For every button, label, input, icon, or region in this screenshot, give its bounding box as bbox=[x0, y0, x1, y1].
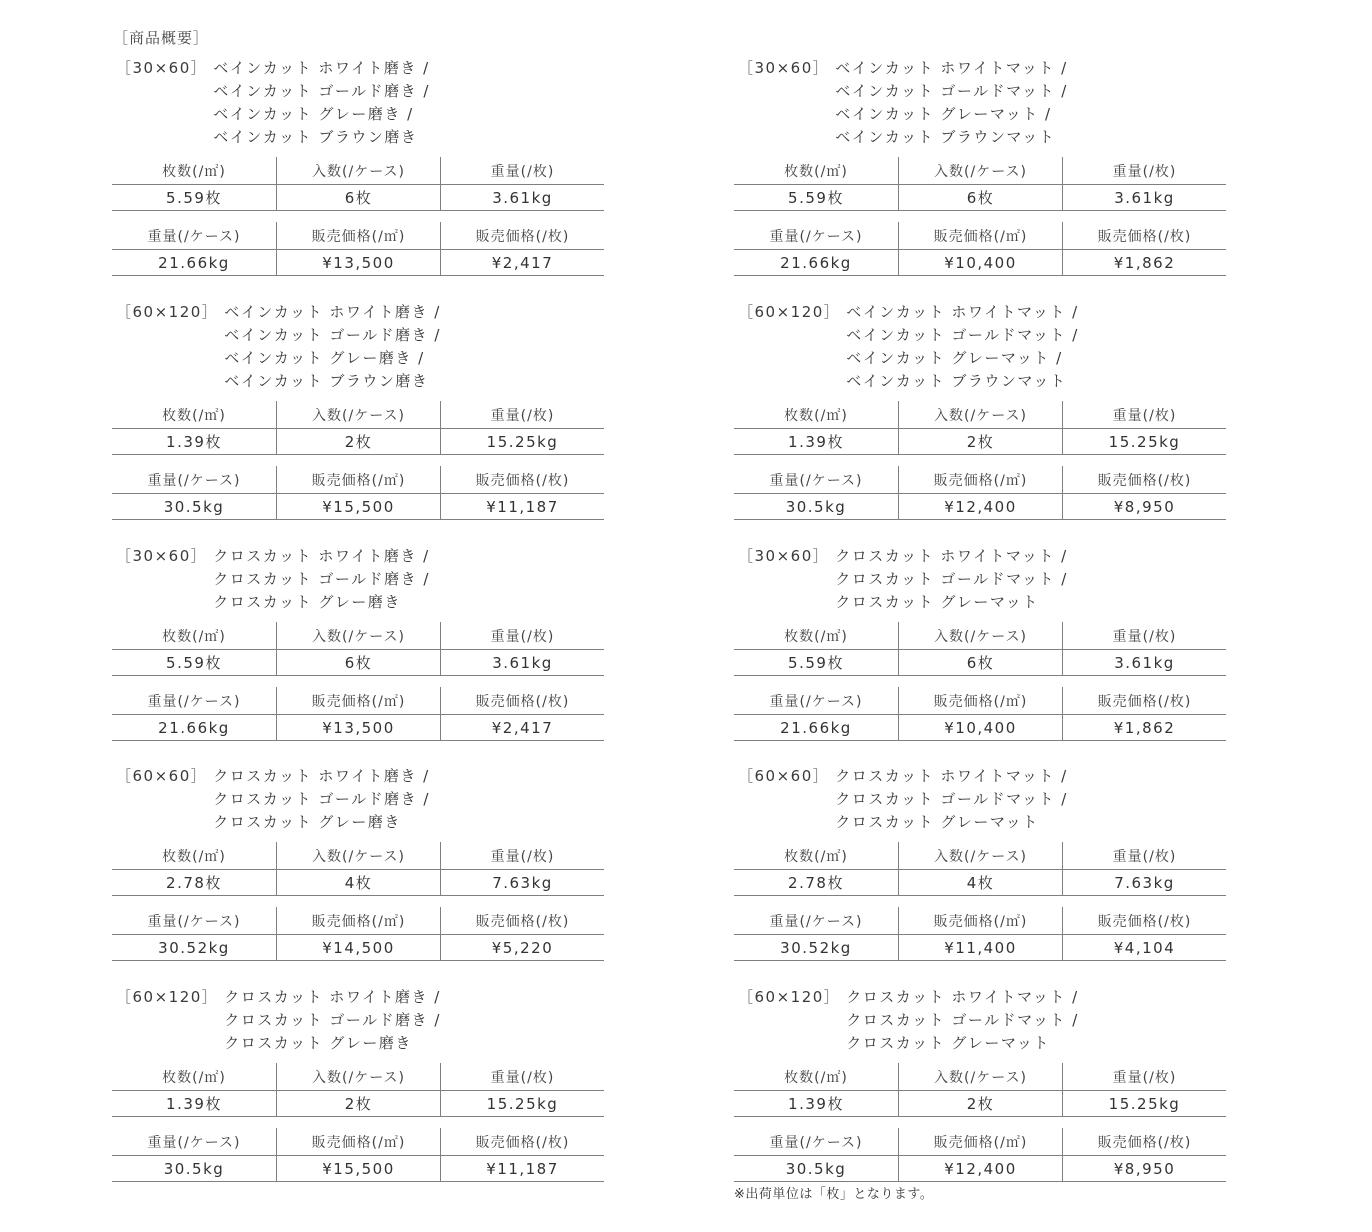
product-block bbox=[734, 57, 1226, 276]
product-name: クロスカット グレーマット bbox=[835, 593, 1039, 611]
price-per-m2-value: ¥15,500 bbox=[276, 494, 440, 519]
weight-per-case-value: 30.5kg bbox=[163, 1159, 225, 1178]
spec-value-row bbox=[734, 714, 1226, 741]
count-per-m2-label: 枚数(/㎡) bbox=[162, 848, 226, 865]
spec-label-row bbox=[112, 1063, 604, 1090]
weight-per-piece-value: 15.25kg bbox=[440, 429, 604, 454]
pieces-per-case-value: 6枚 bbox=[276, 185, 440, 210]
product-name: クロスカット ホワイト磨き / bbox=[213, 547, 430, 565]
spec-label-row bbox=[734, 222, 1226, 249]
weight-per-case-label: 重量(/ケース) bbox=[769, 1134, 863, 1151]
weight-per-case-value: 21.66kg bbox=[780, 253, 852, 272]
spec-label-row bbox=[112, 157, 604, 184]
price-per-m2-label: 販売価格(/㎡) bbox=[276, 687, 440, 714]
product-name: クロスカット グレー磨き bbox=[213, 593, 401, 611]
product-names bbox=[846, 301, 1079, 393]
weight-per-case-value: 30.5kg bbox=[163, 497, 225, 516]
product-names bbox=[213, 545, 430, 614]
product-size: ［30×60］ bbox=[738, 59, 830, 77]
weight-per-case-label: 重量(/ケース) bbox=[147, 913, 241, 930]
weight-per-case-value: 30.5kg bbox=[785, 1159, 847, 1178]
pieces-per-case-value: 2枚 bbox=[276, 429, 440, 454]
price-per-m2-label: 販売価格(/㎡) bbox=[276, 1128, 440, 1155]
weight-per-case-label: 重量(/ケース) bbox=[769, 228, 863, 245]
product-name: クロスカット ゴールドマット / bbox=[835, 570, 1068, 588]
count-per-m2-value: 5.59枚 bbox=[166, 654, 222, 672]
product-block bbox=[734, 545, 1226, 741]
spec-label-row bbox=[112, 466, 604, 493]
spec-table bbox=[734, 842, 1226, 961]
price-per-piece-value: ¥4,104 bbox=[1062, 935, 1226, 960]
product-block bbox=[112, 301, 604, 520]
spec-label-row bbox=[112, 842, 604, 869]
count-per-m2-value: 1.39枚 bbox=[166, 433, 222, 451]
product-name: ベインカット ブラウンマット bbox=[846, 372, 1067, 390]
product-block bbox=[734, 301, 1226, 520]
pieces-per-case-value: 6枚 bbox=[898, 185, 1062, 210]
product-heading bbox=[116, 545, 604, 614]
pieces-per-case-label: 入数(/ケース) bbox=[276, 622, 440, 649]
price-per-m2-label: 販売価格(/㎡) bbox=[276, 907, 440, 934]
weight-per-case-label: 重量(/ケース) bbox=[147, 693, 241, 710]
pieces-per-case-label: 入数(/ケース) bbox=[898, 622, 1062, 649]
product-names bbox=[835, 57, 1068, 149]
spec-value-row bbox=[734, 869, 1226, 896]
product-name: ベインカット グレー磨き / bbox=[213, 105, 414, 123]
weight-per-case-label: 重量(/ケース) bbox=[147, 228, 241, 245]
spec-label-row bbox=[112, 907, 604, 934]
product-name: クロスカット グレーマット bbox=[835, 813, 1039, 831]
weight-per-piece-value: 3.61kg bbox=[1062, 650, 1226, 675]
price-per-m2-label: 販売価格(/㎡) bbox=[898, 907, 1062, 934]
product-block bbox=[112, 765, 604, 961]
price-per-m2-label: 販売価格(/㎡) bbox=[276, 222, 440, 249]
spec-value-row bbox=[112, 184, 604, 211]
count-per-m2-value: 2.78枚 bbox=[788, 874, 844, 892]
weight-per-piece-label: 重量(/枚) bbox=[440, 1063, 604, 1090]
pieces-per-case-label: 入数(/ケース) bbox=[276, 401, 440, 428]
weight-per-piece-value: 15.25kg bbox=[1062, 1091, 1226, 1116]
spec-value-row bbox=[112, 428, 604, 455]
pieces-per-case-value: 2枚 bbox=[276, 1091, 440, 1116]
spec-table bbox=[734, 157, 1226, 276]
product-block bbox=[734, 986, 1226, 1182]
pieces-per-case-label: 入数(/ケース) bbox=[898, 157, 1062, 184]
pieces-per-case-value: 4枚 bbox=[898, 870, 1062, 895]
product-name: ベインカット ホワイト磨き / bbox=[224, 303, 441, 321]
spec-value-row bbox=[734, 934, 1226, 961]
price-per-m2-label: 販売価格(/㎡) bbox=[898, 466, 1062, 493]
spec-table bbox=[734, 622, 1226, 741]
pieces-per-case-value: 4枚 bbox=[276, 870, 440, 895]
count-per-m2-label: 枚数(/㎡) bbox=[784, 163, 848, 180]
spec-value-row bbox=[112, 714, 604, 741]
product-heading bbox=[116, 765, 604, 834]
count-per-m2-label: 枚数(/㎡) bbox=[162, 1069, 226, 1086]
product-name: ベインカット ブラウンマット bbox=[835, 128, 1056, 146]
pieces-per-case-label: 入数(/ケース) bbox=[276, 842, 440, 869]
price-per-piece-value: ¥11,187 bbox=[440, 1156, 604, 1181]
spec-label-row bbox=[734, 157, 1226, 184]
weight-per-piece-value: 7.63kg bbox=[440, 870, 604, 895]
spec-value-row bbox=[112, 493, 604, 520]
product-name: クロスカット ゴールド磨き / bbox=[213, 790, 430, 808]
product-size: ［30×60］ bbox=[738, 547, 830, 565]
count-per-m2-label: 枚数(/㎡) bbox=[784, 407, 848, 424]
count-per-m2-label: 枚数(/㎡) bbox=[162, 163, 226, 180]
product-size: ［60×120］ bbox=[116, 988, 219, 1006]
weight-per-piece-value: 15.25kg bbox=[1062, 429, 1226, 454]
weight-per-piece-label: 重量(/枚) bbox=[440, 622, 604, 649]
price-per-m2-label: 販売価格(/㎡) bbox=[898, 222, 1062, 249]
price-per-piece-label: 販売価格(/枚) bbox=[1062, 222, 1226, 249]
product-names bbox=[224, 301, 441, 393]
product-name: ベインカット ゴールドマット / bbox=[835, 82, 1068, 100]
spec-value-row bbox=[112, 934, 604, 961]
price-per-piece-value: ¥2,417 bbox=[440, 715, 604, 740]
product-heading bbox=[116, 986, 604, 1055]
product-heading bbox=[738, 986, 1226, 1055]
spec-value-row bbox=[734, 428, 1226, 455]
product-names bbox=[835, 545, 1068, 614]
spec-label-row bbox=[112, 222, 604, 249]
weight-per-piece-label: 重量(/枚) bbox=[1062, 401, 1226, 428]
weight-per-case-label: 重量(/ケース) bbox=[769, 693, 863, 710]
spec-label-row bbox=[112, 687, 604, 714]
weight-per-piece-label: 重量(/枚) bbox=[1062, 157, 1226, 184]
count-per-m2-value: 1.39枚 bbox=[166, 1095, 222, 1113]
weight-per-piece-value: 7.63kg bbox=[1062, 870, 1226, 895]
price-per-piece-label: 販売価格(/枚) bbox=[440, 466, 604, 493]
price-per-piece-label: 販売価格(/枚) bbox=[440, 222, 604, 249]
weight-per-piece-label: 重量(/枚) bbox=[440, 842, 604, 869]
price-per-piece-value: ¥5,220 bbox=[440, 935, 604, 960]
spec-table bbox=[112, 842, 604, 961]
count-per-m2-label: 枚数(/㎡) bbox=[162, 407, 226, 424]
spec-label-row bbox=[734, 1063, 1226, 1090]
spec-table bbox=[734, 401, 1226, 520]
weight-per-piece-label: 重量(/枚) bbox=[1062, 842, 1226, 869]
spec-value-row bbox=[734, 184, 1226, 211]
spec-table bbox=[112, 157, 604, 276]
spec-value-row bbox=[734, 249, 1226, 276]
spec-label-row bbox=[734, 842, 1226, 869]
price-per-piece-value: ¥11,187 bbox=[440, 494, 604, 519]
spec-table bbox=[734, 1063, 1226, 1182]
product-name: ベインカット ブラウン磨き bbox=[213, 128, 418, 146]
spec-label-row bbox=[734, 466, 1226, 493]
weight-per-case-value: 30.52kg bbox=[158, 938, 230, 957]
product-name: ベインカット ホワイトマット / bbox=[846, 303, 1079, 321]
price-per-piece-value: ¥1,862 bbox=[1062, 715, 1226, 740]
product-name: ベインカット ホワイトマット / bbox=[835, 59, 1068, 77]
price-per-m2-value: ¥12,400 bbox=[898, 1156, 1062, 1181]
price-per-m2-label: 販売価格(/㎡) bbox=[898, 687, 1062, 714]
spec-label-row bbox=[734, 1128, 1226, 1155]
product-heading bbox=[738, 545, 1226, 614]
pieces-per-case-value: 2枚 bbox=[898, 429, 1062, 454]
product-name: クロスカット ホワイトマット / bbox=[835, 767, 1068, 785]
price-per-piece-label: 販売価格(/枚) bbox=[440, 907, 604, 934]
price-per-m2-label: 販売価格(/㎡) bbox=[898, 1128, 1062, 1155]
weight-per-case-value: 21.66kg bbox=[158, 718, 230, 737]
product-name: クロスカット ゴールド磨き / bbox=[213, 570, 430, 588]
spec-table bbox=[112, 1063, 604, 1182]
count-per-m2-value: 5.59枚 bbox=[788, 654, 844, 672]
weight-per-case-value: 30.52kg bbox=[780, 938, 852, 957]
product-block bbox=[112, 986, 604, 1182]
product-name: ベインカット ホワイト磨き / bbox=[213, 59, 430, 77]
product-name: ベインカット グレーマット / bbox=[835, 105, 1052, 123]
weight-per-piece-value: 15.25kg bbox=[440, 1091, 604, 1116]
weight-per-piece-label: 重量(/枚) bbox=[440, 157, 604, 184]
product-heading bbox=[116, 301, 604, 393]
pieces-per-case-label: 入数(/ケース) bbox=[276, 1063, 440, 1090]
spec-label-row bbox=[112, 1128, 604, 1155]
price-per-piece-value: ¥2,417 bbox=[440, 250, 604, 275]
weight-per-case-value: 21.66kg bbox=[780, 718, 852, 737]
weight-per-piece-label: 重量(/枚) bbox=[1062, 1063, 1226, 1090]
count-per-m2-value: 1.39枚 bbox=[788, 433, 844, 451]
count-per-m2-value: 5.59枚 bbox=[166, 189, 222, 207]
price-per-piece-value: ¥8,950 bbox=[1062, 1156, 1226, 1181]
weight-per-case-label: 重量(/ケース) bbox=[769, 913, 863, 930]
spec-value-row bbox=[734, 1155, 1226, 1182]
product-name: クロスカット グレー磨き bbox=[224, 1034, 412, 1052]
pieces-per-case-label: 入数(/ケース) bbox=[898, 401, 1062, 428]
spec-value-row bbox=[112, 1155, 604, 1182]
pieces-per-case-value: 2枚 bbox=[898, 1091, 1062, 1116]
weight-per-case-value: 30.5kg bbox=[785, 497, 847, 516]
spec-label-row bbox=[112, 401, 604, 428]
spec-value-row bbox=[734, 1090, 1226, 1117]
product-name: ベインカット ゴールド磨き / bbox=[224, 326, 441, 344]
weight-per-piece-value: 3.61kg bbox=[440, 650, 604, 675]
spec-label-row bbox=[734, 401, 1226, 428]
pieces-per-case-value: 6枚 bbox=[276, 650, 440, 675]
price-per-m2-value: ¥11,400 bbox=[898, 935, 1062, 960]
price-per-piece-label: 販売価格(/枚) bbox=[1062, 907, 1226, 934]
spec-value-row bbox=[112, 1090, 604, 1117]
product-name: クロスカット グレー磨き bbox=[213, 813, 401, 831]
spec-value-row bbox=[734, 493, 1226, 520]
product-size: ［30×60］ bbox=[116, 547, 208, 565]
product-heading bbox=[738, 57, 1226, 149]
product-name: ベインカット グレーマット / bbox=[846, 349, 1063, 367]
weight-per-piece-value: 3.61kg bbox=[440, 185, 604, 210]
weight-per-case-label: 重量(/ケース) bbox=[769, 472, 863, 489]
spec-label-row bbox=[734, 907, 1226, 934]
product-size: ［60×120］ bbox=[116, 303, 219, 321]
count-per-m2-label: 枚数(/㎡) bbox=[784, 1069, 848, 1086]
pieces-per-case-label: 入数(/ケース) bbox=[898, 1063, 1062, 1090]
spec-table bbox=[112, 622, 604, 741]
pieces-per-case-label: 入数(/ケース) bbox=[898, 842, 1062, 869]
count-per-m2-label: 枚数(/㎡) bbox=[784, 848, 848, 865]
product-name: クロスカット ゴールドマット / bbox=[835, 790, 1068, 808]
product-heading bbox=[116, 57, 604, 149]
price-per-piece-label: 販売価格(/枚) bbox=[1062, 466, 1226, 493]
price-per-piece-label: 販売価格(/枚) bbox=[440, 687, 604, 714]
count-per-m2-label: 枚数(/㎡) bbox=[162, 628, 226, 645]
count-per-m2-label: 枚数(/㎡) bbox=[784, 628, 848, 645]
price-per-m2-value: ¥10,400 bbox=[898, 715, 1062, 740]
weight-per-piece-label: 重量(/枚) bbox=[1062, 622, 1226, 649]
weight-per-case-value: 21.66kg bbox=[158, 253, 230, 272]
weight-per-piece-value: 3.61kg bbox=[1062, 185, 1226, 210]
product-name: ベインカット ゴールド磨き / bbox=[213, 82, 430, 100]
product-name: ベインカット ゴールドマット / bbox=[846, 326, 1079, 344]
product-names bbox=[846, 986, 1079, 1055]
spec-value-row bbox=[112, 249, 604, 276]
price-per-m2-value: ¥13,500 bbox=[276, 715, 440, 740]
spec-label-row bbox=[112, 622, 604, 649]
price-per-m2-label: 販売価格(/㎡) bbox=[276, 466, 440, 493]
spec-label-row bbox=[734, 622, 1226, 649]
product-name: クロスカット ホワイトマット / bbox=[835, 547, 1068, 565]
product-names bbox=[213, 765, 430, 834]
spec-value-row bbox=[112, 649, 604, 676]
weight-per-case-label: 重量(/ケース) bbox=[147, 1134, 241, 1151]
count-per-m2-value: 5.59枚 bbox=[788, 189, 844, 207]
price-per-piece-label: 販売価格(/枚) bbox=[440, 1128, 604, 1155]
product-name: クロスカット ゴールド磨き / bbox=[224, 1011, 441, 1029]
product-block bbox=[734, 765, 1226, 961]
product-size: ［60×60］ bbox=[116, 767, 208, 785]
product-heading bbox=[738, 765, 1226, 834]
product-name: クロスカット グレーマット bbox=[846, 1034, 1050, 1052]
overview-title: ［商品概要］ bbox=[113, 29, 210, 47]
product-heading bbox=[738, 301, 1226, 393]
count-per-m2-value: 1.39枚 bbox=[788, 1095, 844, 1113]
product-size: ［60×120］ bbox=[738, 303, 841, 321]
spec-value-row bbox=[112, 869, 604, 896]
spec-value-row bbox=[734, 649, 1226, 676]
product-name: クロスカット ゴールドマット / bbox=[846, 1011, 1079, 1029]
price-per-m2-value: ¥10,400 bbox=[898, 250, 1062, 275]
product-name: クロスカット ホワイト磨き / bbox=[224, 988, 441, 1006]
price-per-piece-value: ¥1,862 bbox=[1062, 250, 1226, 275]
count-per-m2-value: 2.78枚 bbox=[166, 874, 222, 892]
spec-table bbox=[112, 401, 604, 520]
shipping-unit-note: ※出荷単位は「枚」となります。 bbox=[734, 1187, 934, 1202]
price-per-m2-value: ¥14,500 bbox=[276, 935, 440, 960]
product-names bbox=[213, 57, 430, 149]
product-name: クロスカット ホワイトマット / bbox=[846, 988, 1079, 1006]
price-per-piece-value: ¥8,950 bbox=[1062, 494, 1226, 519]
product-name: クロスカット ホワイト磨き / bbox=[213, 767, 430, 785]
product-size: ［60×120］ bbox=[738, 988, 841, 1006]
price-per-piece-label: 販売価格(/枚) bbox=[1062, 1128, 1226, 1155]
product-name: ベインカット グレー磨き / bbox=[224, 349, 425, 367]
product-name: ベインカット ブラウン磨き bbox=[224, 372, 429, 390]
pieces-per-case-label: 入数(/ケース) bbox=[276, 157, 440, 184]
price-per-m2-value: ¥13,500 bbox=[276, 250, 440, 275]
price-per-m2-value: ¥15,500 bbox=[276, 1156, 440, 1181]
price-per-piece-label: 販売価格(/枚) bbox=[1062, 687, 1226, 714]
weight-per-piece-label: 重量(/枚) bbox=[440, 401, 604, 428]
pieces-per-case-value: 6枚 bbox=[898, 650, 1062, 675]
product-names bbox=[835, 765, 1068, 834]
product-names bbox=[224, 986, 441, 1055]
price-per-m2-value: ¥12,400 bbox=[898, 494, 1062, 519]
product-size: ［30×60］ bbox=[116, 59, 208, 77]
product-block bbox=[112, 57, 604, 276]
weight-per-case-label: 重量(/ケース) bbox=[147, 472, 241, 489]
spec-label-row bbox=[734, 687, 1226, 714]
product-block bbox=[112, 545, 604, 741]
product-size: ［60×60］ bbox=[738, 767, 830, 785]
